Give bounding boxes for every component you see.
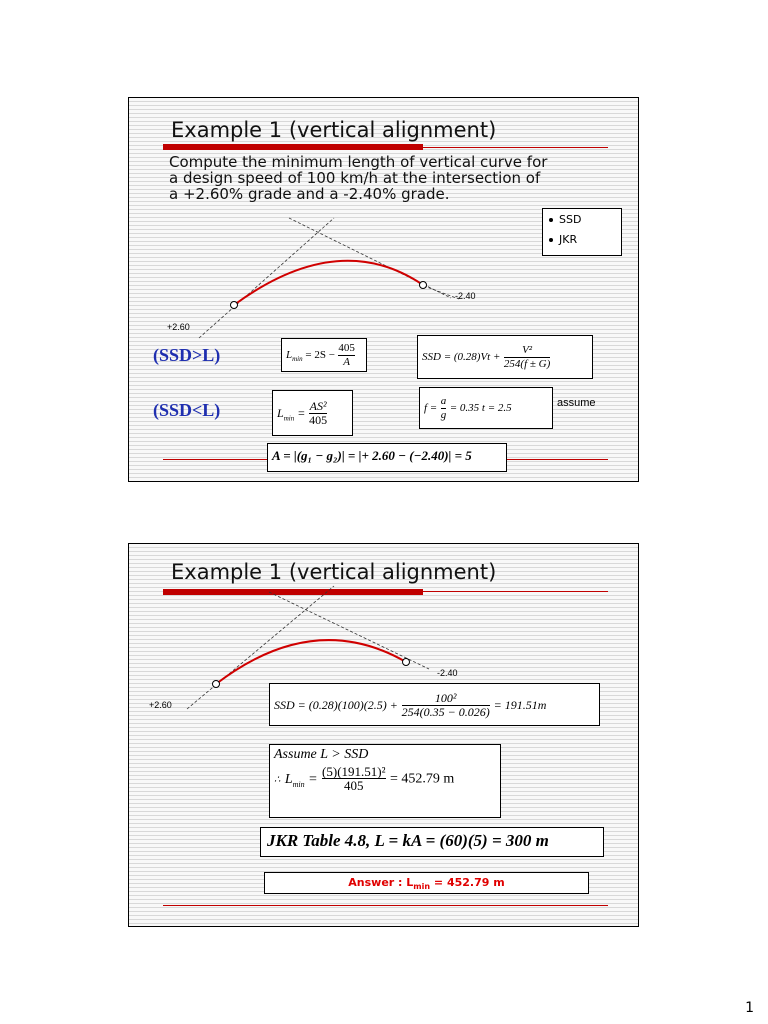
lmin-ssd-less-formula: $L_{min}$ = $\frac{\text{AS²}}{405}$ [272, 390, 353, 436]
grade-left-label: +2.60 [149, 700, 172, 710]
vertical-curve-diagram [129, 98, 639, 482]
bottom-accent-line [163, 905, 608, 906]
case-ssd-less-label: (SSD<L) [153, 400, 221, 420]
page-number: 1 [745, 1000, 754, 1016]
ssd-formula: SSD = (0.28)Vt + $\frac{\text{V²}}{254(f \pm G)}$ [417, 335, 593, 379]
slide-title: Example 1 (vertical alignment) [171, 560, 497, 584]
option-item: SSD [549, 213, 615, 226]
assume-line: Assume L > SSD [274, 747, 369, 762]
vertical-curve-diagram [129, 544, 639, 927]
lmin-calculation: Assume L > SSD ∴ $L_{min}$ = $\frac{\text{(5)(191.51)²}}{405}$ = 452.79 m [269, 744, 501, 818]
ssd-calculation: SSD = (0.28)(100)(2.5) + $\frac{\text{100²}}{254(0.35 - 0.026)}$ = 191.51m [269, 683, 600, 726]
grade-right-label: -2.40 [437, 668, 458, 678]
option-item: JKR [549, 233, 615, 246]
lmin-ssd-greater-formula: $L_{min} = 2S$ − $\frac{405}{A}$ [281, 338, 367, 372]
answer-box: Answer : $L_{min} = 452.79$ m [264, 872, 589, 894]
jkr-calculation: JKR Table 4.8, L = kA = (60)(5) = 300 m [260, 827, 604, 857]
slide-title: Example 1 (vertical alignment) [171, 118, 497, 142]
assume-label: assume [557, 397, 596, 409]
slide-1 [128, 97, 639, 482]
problem-line: a +2.60% grade and a -2.40% grade. [169, 185, 450, 203]
slide-2 [128, 543, 639, 927]
grade-right-label: -2.40 [455, 291, 476, 301]
case-ssd-greater-label: (SSD>L) [153, 345, 221, 365]
grade-left-label: +2.60 [167, 322, 190, 332]
problem-line: a design speed of 100 km/h at the intersection of [169, 169, 541, 187]
friction-time-formula: f = $\frac{a}{g}$ = 0.35 t = 2.5 [419, 387, 553, 429]
problem-line: Compute the minimum length of vertical curve for [169, 153, 548, 171]
grade-difference-formula: A = |(g₁ − g₂)| = |+ 2.60 − (−2.40)| = 5 [267, 443, 507, 472]
